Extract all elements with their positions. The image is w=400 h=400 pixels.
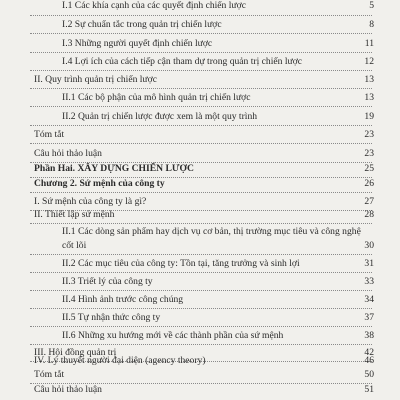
toc-entry-page: 27 [364,196,374,207]
toc-entry-title: II.2 Các mục tiêu của công ty: Tồn tại, tăng trưởng và sinh lợi [62,258,300,269]
dotted-rule [30,344,372,345]
toc-entry-page: 30 [364,240,374,251]
toc-entry-title: II.5 Tự nhận thức công ty [62,312,161,323]
toc-entry-title: II.3 Triết lý của công ty [62,276,153,287]
toc-entry-page: 37 [364,312,374,323]
toc-entry-page: 5 [369,0,374,11]
toc-entry-page: 13 [364,74,374,85]
toc-entry [0,111,400,123]
dotted-rule [30,88,372,89]
toc-entry-page: 33 [364,276,374,287]
toc-entry [0,294,400,306]
dotted-rule [30,326,372,327]
toc-entry-title: II. Thiết lập sứ mệnh [34,209,115,220]
dotted-rule [30,192,372,193]
dotted-rule [30,125,372,126]
toc-entry-title: I.3 Những người quyết định chiến lược [62,38,213,49]
toc-entry [0,148,400,160]
toc-entry [0,384,400,396]
toc-entry-page: 13 [364,92,374,103]
toc-entry-title: II. Quy trình quản trị chiến lược [34,74,157,85]
dotted-rule [30,15,372,16]
toc-entry-title: IV. Lý thuyết người đại diện (agency theory) [34,355,206,366]
dotted-rule [30,70,372,71]
toc-entry-page: 28 [364,209,374,220]
toc-entry-title: II.2 Quản trị chiến lược được xem là một quy trình [62,111,258,122]
toc-entry-title: Tóm tắt [34,369,65,380]
toc-entry [0,19,400,31]
toc-entry [0,0,400,12]
toc-entry [0,312,400,324]
toc-entry-title: Phần Hai. XÂY DỰNG CHIẾN LƯỢC [34,163,194,174]
toc-entry-title: Câu hỏi thảo luận [34,384,102,395]
toc-entry-page: 38 [364,330,374,341]
toc-entry [0,369,400,381]
toc-entry-page: 42 [364,347,374,358]
toc-entry-title: Câu hỏi thảo luận [34,148,102,159]
dotted-rule [30,290,372,291]
dotted-rule [30,52,372,53]
toc-entry [0,74,400,86]
toc-entry [0,92,400,104]
toc-entry-page: 25 [364,163,374,174]
dotted-rule [30,223,372,224]
toc-entry-title: II.1 Các dòng sản phẩm hay dịch vụ cơ bản, thị trường mục tiêu và công nghệ [62,226,361,237]
toc-entry-page: 23 [364,129,374,140]
toc-entry-title: I.4 Lợi ích của cách tiếp cận tham dự trong quản trị chiến lược [62,56,303,67]
toc-entry-page: 31 [364,258,374,269]
toc-entry-title: II.1 Các bộ phận của mô hình quản trị chiến lược [62,92,251,103]
toc-entry-title: I. Sứ mệnh của công ty là gì? [34,196,147,207]
toc-entry-title: I.1 Các khía cạnh của các quyết định chiến lược [62,0,246,11]
toc-entry-page: 12 [364,56,374,67]
toc-part-heading [0,163,400,175]
dotted-rule [30,33,372,34]
toc-entry-title: II.6 Những xu hướng mới về các thành phần của sứ mệnh [62,330,284,341]
toc-entry-page: 34 [364,294,374,305]
toc-entry [0,38,400,50]
toc-entry-continuation [0,240,400,252]
dotted-rule [30,254,372,255]
toc-entry [0,330,400,342]
toc-entry-page: 50 [364,369,374,380]
toc-entry [0,258,400,270]
toc-entry [0,209,400,221]
toc-entry-page: 19 [364,111,374,122]
dotted-rule [30,308,372,309]
dotted-rule [30,272,372,273]
toc-entry-title: II.4 Hình ảnh trước công chúng [62,294,184,305]
toc-entry [0,355,400,367]
toc-chapter-heading [0,178,400,190]
dotted-rule [30,106,372,107]
toc-entry [0,276,400,288]
toc-entry-title: Tóm tắt [34,129,65,140]
toc-entry-title: cốt lõi [62,240,87,251]
toc-entry-page: 46 [364,355,374,366]
toc-entry-page: 26 [364,178,374,189]
toc-entry-page: 23 [364,148,374,159]
toc-entry-title: III. Hội đồng quản trị [34,347,117,358]
toc-entry [0,196,400,208]
toc-entry-title: I.2 Sự chuẩn tắc trong quản trị chiến lược [62,19,222,30]
toc-entry [0,129,400,141]
toc-entry [0,226,400,238]
toc-entry-title: Chương 2. Sứ mệnh của công ty [34,178,165,189]
dotted-rule [30,143,372,144]
toc-entry-page: 8 [369,19,374,30]
toc-entry [0,56,400,68]
toc-entry-page: 11 [364,38,374,49]
toc-entry-page: 51 [364,384,374,395]
